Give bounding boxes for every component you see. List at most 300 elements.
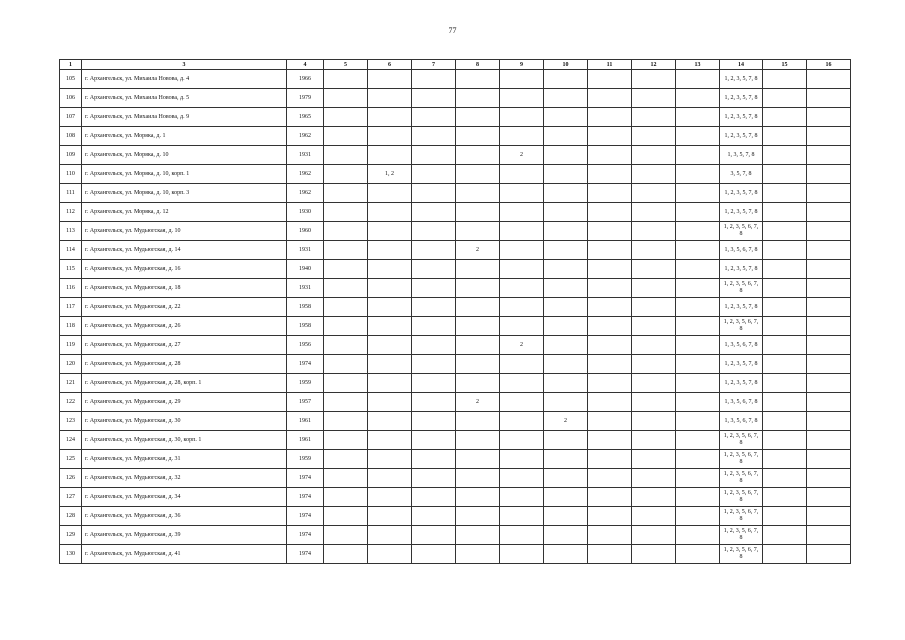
cell-c8 <box>456 431 500 450</box>
cell-year: 1956 <box>287 336 324 355</box>
cell-c7 <box>412 526 456 545</box>
cell-num: 125 <box>60 450 82 469</box>
cell-address: г. Архангельск, ул. Мудьюгская, д. 22 <box>82 298 287 317</box>
cell-c10 <box>544 146 588 165</box>
cell-year: 1959 <box>287 374 324 393</box>
cell-c16 <box>807 488 851 507</box>
cell-c7 <box>412 317 456 336</box>
cell-c8 <box>456 488 500 507</box>
cell-c12 <box>632 317 676 336</box>
cell-c11 <box>588 89 632 108</box>
cell-c6 <box>368 317 412 336</box>
cell-c5 <box>324 184 368 203</box>
cell-num: 116 <box>60 279 82 298</box>
cell-c16 <box>807 260 851 279</box>
cell-c6 <box>368 488 412 507</box>
cell-c9 <box>500 317 544 336</box>
column-header: 5 <box>324 60 368 70</box>
cell-c14: 1, 2, 3, 5, 7, 8 <box>720 203 763 222</box>
table-row <box>60 431 851 450</box>
cell-c7 <box>412 146 456 165</box>
cell-c6 <box>368 450 412 469</box>
cell-num: 129 <box>60 526 82 545</box>
cell-c15 <box>763 488 807 507</box>
cell-c8 <box>456 412 500 431</box>
cell-year: 1962 <box>287 127 324 146</box>
cell-c11 <box>588 507 632 526</box>
cell-c10 <box>544 488 588 507</box>
cell-c10 <box>544 317 588 336</box>
cell-address: г. Архангельск, ул. Мудьюгская, д. 28 <box>82 355 287 374</box>
table-row <box>60 146 851 165</box>
cell-c10 <box>544 507 588 526</box>
cell-c11 <box>588 203 632 222</box>
cell-c9 <box>500 450 544 469</box>
cell-c7 <box>412 412 456 431</box>
cell-c6 <box>368 127 412 146</box>
cell-c13 <box>676 488 720 507</box>
cell-c11 <box>588 241 632 260</box>
cell-c9 <box>500 431 544 450</box>
cell-c11 <box>588 165 632 184</box>
cell-c8 <box>456 336 500 355</box>
cell-year: 1958 <box>287 298 324 317</box>
cell-c7 <box>412 355 456 374</box>
cell-c15 <box>763 393 807 412</box>
cell-c15 <box>763 260 807 279</box>
cell-c16 <box>807 507 851 526</box>
cell-c5 <box>324 336 368 355</box>
cell-address: г. Архангельск, ул. Мудьюгская, д. 30, корп. 1 <box>82 431 287 450</box>
cell-c14: 1, 3, 5, 6, 7, 8 <box>720 241 763 260</box>
column-header: 1 <box>60 60 82 70</box>
cell-c10 <box>544 260 588 279</box>
table-row <box>60 336 851 355</box>
column-header: 9 <box>500 60 544 70</box>
cell-c16 <box>807 279 851 298</box>
cell-c5 <box>324 412 368 431</box>
cell-c13 <box>676 70 720 89</box>
table-row <box>60 89 851 108</box>
cell-c8 <box>456 203 500 222</box>
table-row <box>60 203 851 222</box>
table-row <box>60 393 851 412</box>
cell-c12 <box>632 260 676 279</box>
cell-c16 <box>807 127 851 146</box>
cell-c16 <box>807 450 851 469</box>
cell-year: 1960 <box>287 222 324 241</box>
cell-c9 <box>500 279 544 298</box>
cell-c13 <box>676 241 720 260</box>
cell-c5 <box>324 241 368 260</box>
cell-c5 <box>324 222 368 241</box>
cell-c10 <box>544 526 588 545</box>
cell-address: г. Архангельск, ул. Мудьюгская, д. 31 <box>82 450 287 469</box>
cell-year: 1931 <box>287 146 324 165</box>
cell-c7 <box>412 127 456 146</box>
cell-num: 111 <box>60 184 82 203</box>
cell-c8 <box>456 222 500 241</box>
cell-c15 <box>763 355 807 374</box>
cell-c10 <box>544 469 588 488</box>
column-header: 13 <box>676 60 720 70</box>
cell-c13 <box>676 526 720 545</box>
cell-c15 <box>763 146 807 165</box>
cell-c15 <box>763 241 807 260</box>
cell-c7 <box>412 374 456 393</box>
cell-num: 114 <box>60 241 82 260</box>
cell-year: 1974 <box>287 355 324 374</box>
cell-c7 <box>412 450 456 469</box>
column-header: 12 <box>632 60 676 70</box>
column-header: 16 <box>807 60 851 70</box>
cell-c6 <box>368 507 412 526</box>
cell-c11 <box>588 146 632 165</box>
column-header: 15 <box>763 60 807 70</box>
cell-c14: 1, 2, 3, 5, 6, 7, 8 <box>720 431 763 450</box>
cell-c16 <box>807 165 851 184</box>
cell-year: 1974 <box>287 526 324 545</box>
cell-c6 <box>368 431 412 450</box>
cell-c11 <box>588 127 632 146</box>
column-header: 4 <box>287 60 324 70</box>
cell-c5 <box>324 545 368 564</box>
cell-c12 <box>632 165 676 184</box>
cell-c11 <box>588 279 632 298</box>
table-row <box>60 488 851 507</box>
cell-c12 <box>632 374 676 393</box>
cell-c12 <box>632 108 676 127</box>
cell-c9 <box>500 260 544 279</box>
houses-table <box>59 59 851 564</box>
cell-c16 <box>807 431 851 450</box>
cell-c10 <box>544 374 588 393</box>
cell-address: г. Архангельск, ул. Мудьюгская, д. 18 <box>82 279 287 298</box>
cell-c9 <box>500 222 544 241</box>
cell-num: 119 <box>60 336 82 355</box>
cell-address: г. Архангельск, ул. Мудьюгская, д. 39 <box>82 526 287 545</box>
cell-c13 <box>676 279 720 298</box>
cell-c7 <box>412 469 456 488</box>
cell-address: г. Архангельск, ул. Мудьюгская, д. 41 <box>82 545 287 564</box>
cell-c5 <box>324 70 368 89</box>
cell-c15 <box>763 184 807 203</box>
table-row <box>60 127 851 146</box>
cell-c12 <box>632 336 676 355</box>
cell-address: г. Архангельск, ул. Мудьюгская, д. 36 <box>82 507 287 526</box>
cell-c16 <box>807 298 851 317</box>
cell-c7 <box>412 70 456 89</box>
cell-c5 <box>324 298 368 317</box>
cell-c15 <box>763 526 807 545</box>
cell-c16 <box>807 374 851 393</box>
cell-c12 <box>632 298 676 317</box>
cell-year: 1974 <box>287 488 324 507</box>
cell-c9 <box>500 241 544 260</box>
cell-c5 <box>324 89 368 108</box>
cell-c13 <box>676 431 720 450</box>
cell-c10 <box>544 431 588 450</box>
cell-c14: 1, 3, 5, 7, 8 <box>720 146 763 165</box>
cell-c14: 1, 2, 3, 5, 7, 8 <box>720 184 763 203</box>
cell-num: 118 <box>60 317 82 336</box>
cell-c7 <box>412 89 456 108</box>
cell-c10 <box>544 184 588 203</box>
cell-num: 113 <box>60 222 82 241</box>
table-row <box>60 241 851 260</box>
cell-c7 <box>412 260 456 279</box>
cell-c6 <box>368 412 412 431</box>
cell-c15 <box>763 336 807 355</box>
cell-c14: 1, 2, 3, 5, 7, 8 <box>720 374 763 393</box>
cell-c13 <box>676 260 720 279</box>
cell-c5 <box>324 279 368 298</box>
column-header: 7 <box>412 60 456 70</box>
cell-c7 <box>412 336 456 355</box>
cell-c6 <box>368 374 412 393</box>
cell-c5 <box>324 260 368 279</box>
cell-c14: 1, 2, 3, 5, 6, 7, 8 <box>720 317 763 336</box>
cell-c15 <box>763 450 807 469</box>
cell-c14: 1, 2, 3, 5, 6, 7, 8 <box>720 545 763 564</box>
cell-c12 <box>632 545 676 564</box>
cell-year: 1930 <box>287 203 324 222</box>
cell-c14: 1, 3, 5, 6, 7, 8 <box>720 336 763 355</box>
cell-c14: 1, 2, 3, 5, 6, 7, 8 <box>720 526 763 545</box>
cell-num: 120 <box>60 355 82 374</box>
table-body <box>60 70 851 564</box>
cell-c8 <box>456 469 500 488</box>
cell-c6 <box>368 108 412 127</box>
table-row <box>60 317 851 336</box>
table-row <box>60 412 851 431</box>
cell-c14: 1, 3, 5, 6, 7, 8 <box>720 393 763 412</box>
cell-c10 <box>544 127 588 146</box>
cell-num: 122 <box>60 393 82 412</box>
cell-address: г. Архангельск, ул. Мудьюгская, д. 34 <box>82 488 287 507</box>
page-number: 77 <box>448 26 457 35</box>
cell-year: 1959 <box>287 450 324 469</box>
cell-address: г. Архангельск, ул. Михаила Новова, д. 5 <box>82 89 287 108</box>
cell-c16 <box>807 355 851 374</box>
cell-c11 <box>588 488 632 507</box>
cell-address: г. Архангельск, ул. Мудьюгская, д. 32 <box>82 469 287 488</box>
cell-c6 <box>368 469 412 488</box>
cell-c7 <box>412 431 456 450</box>
cell-c13 <box>676 393 720 412</box>
cell-c12 <box>632 526 676 545</box>
cell-c7 <box>412 165 456 184</box>
cell-c9 <box>500 355 544 374</box>
cell-num: 115 <box>60 260 82 279</box>
cell-c16 <box>807 70 851 89</box>
cell-c15 <box>763 507 807 526</box>
cell-c8 <box>456 374 500 393</box>
cell-c15 <box>763 317 807 336</box>
cell-c11 <box>588 260 632 279</box>
cell-c5 <box>324 526 368 545</box>
cell-c6 <box>368 545 412 564</box>
cell-c8 <box>456 184 500 203</box>
cell-num: 128 <box>60 507 82 526</box>
cell-c6 <box>368 526 412 545</box>
column-header: 10 <box>544 60 588 70</box>
cell-c16 <box>807 393 851 412</box>
table-row <box>60 507 851 526</box>
cell-c15 <box>763 298 807 317</box>
cell-c14: 1, 2, 3, 5, 7, 8 <box>720 108 763 127</box>
cell-year: 1962 <box>287 165 324 184</box>
cell-address: г. Архангельск, ул. Мудьюгская, д. 10 <box>82 222 287 241</box>
cell-c14: 1, 2, 3, 5, 6, 7, 8 <box>720 469 763 488</box>
cell-c7 <box>412 222 456 241</box>
cell-c11 <box>588 374 632 393</box>
cell-address: г. Архангельск, ул. Михаила Новова, д. 9 <box>82 108 287 127</box>
cell-c8 <box>456 298 500 317</box>
cell-address: г. Архангельск, ул. Моряка, д. 10, корп. 1 <box>82 165 287 184</box>
cell-c7 <box>412 241 456 260</box>
cell-c9 <box>500 298 544 317</box>
cell-c7 <box>412 298 456 317</box>
cell-c10 <box>544 108 588 127</box>
cell-c13 <box>676 146 720 165</box>
cell-year: 1974 <box>287 507 324 526</box>
cell-c6 <box>368 70 412 89</box>
cell-year: 1965 <box>287 108 324 127</box>
cell-c16 <box>807 469 851 488</box>
cell-c11 <box>588 298 632 317</box>
cell-c16 <box>807 526 851 545</box>
cell-num: 108 <box>60 127 82 146</box>
cell-year: 1940 <box>287 260 324 279</box>
cell-c12 <box>632 241 676 260</box>
cell-c13 <box>676 317 720 336</box>
cell-c14: 3, 5, 7, 8 <box>720 165 763 184</box>
table-row <box>60 222 851 241</box>
cell-c16 <box>807 317 851 336</box>
cell-c11 <box>588 70 632 89</box>
cell-c10 <box>544 298 588 317</box>
cell-c15 <box>763 203 807 222</box>
cell-c13 <box>676 545 720 564</box>
cell-c13 <box>676 469 720 488</box>
cell-c9 <box>500 545 544 564</box>
cell-c13 <box>676 127 720 146</box>
cell-c15 <box>763 222 807 241</box>
cell-num: 105 <box>60 70 82 89</box>
cell-c6 <box>368 203 412 222</box>
cell-c12 <box>632 279 676 298</box>
cell-c16 <box>807 545 851 564</box>
cell-num: 130 <box>60 545 82 564</box>
cell-address: г. Архангельск, ул. Мудьюгская, д. 27 <box>82 336 287 355</box>
cell-c14: 1, 3, 5, 6, 7, 8 <box>720 412 763 431</box>
cell-c6 <box>368 222 412 241</box>
cell-c7 <box>412 108 456 127</box>
cell-c12 <box>632 203 676 222</box>
cell-c12 <box>632 222 676 241</box>
cell-num: 117 <box>60 298 82 317</box>
table-row <box>60 526 851 545</box>
cell-c10 <box>544 393 588 412</box>
cell-c11 <box>588 184 632 203</box>
cell-address: г. Архангельск, ул. Мудьюгская, д. 30 <box>82 412 287 431</box>
cell-c5 <box>324 127 368 146</box>
cell-c6 <box>368 298 412 317</box>
cell-c14: 1, 2, 3, 5, 6, 7, 8 <box>720 488 763 507</box>
cell-c8 <box>456 526 500 545</box>
cell-num: 110 <box>60 165 82 184</box>
cell-c11 <box>588 431 632 450</box>
cell-c9 <box>500 165 544 184</box>
cell-c12 <box>632 70 676 89</box>
cell-c5 <box>324 355 368 374</box>
cell-year: 1961 <box>287 431 324 450</box>
cell-address: г. Архангельск, ул. Моряка, д. 1 <box>82 127 287 146</box>
cell-c11 <box>588 412 632 431</box>
cell-c14: 1, 2, 3, 5, 6, 7, 8 <box>720 279 763 298</box>
cell-c14: 1, 2, 3, 5, 7, 8 <box>720 298 763 317</box>
cell-c13 <box>676 89 720 108</box>
cell-c16 <box>807 241 851 260</box>
cell-c8 <box>456 89 500 108</box>
column-header: 14 <box>720 60 763 70</box>
column-header: 3 <box>82 60 287 70</box>
column-header: 8 <box>456 60 500 70</box>
cell-c12 <box>632 393 676 412</box>
cell-address: г. Архангельск, ул. Моряка, д. 10 <box>82 146 287 165</box>
cell-c16 <box>807 146 851 165</box>
table-row <box>60 108 851 127</box>
cell-c16 <box>807 89 851 108</box>
cell-c8 <box>456 450 500 469</box>
cell-c12 <box>632 469 676 488</box>
cell-c5 <box>324 317 368 336</box>
cell-c8 <box>456 165 500 184</box>
cell-c10 <box>544 203 588 222</box>
cell-c8 <box>456 507 500 526</box>
cell-c11 <box>588 526 632 545</box>
cell-c8: 2 <box>456 241 500 260</box>
cell-c15 <box>763 279 807 298</box>
cell-c16 <box>807 336 851 355</box>
cell-c9 <box>500 127 544 146</box>
cell-c13 <box>676 336 720 355</box>
cell-c10 <box>544 222 588 241</box>
cell-c5 <box>324 108 368 127</box>
cell-c10: 2 <box>544 412 588 431</box>
cell-c13 <box>676 298 720 317</box>
cell-c5 <box>324 450 368 469</box>
cell-c5 <box>324 203 368 222</box>
cell-c10 <box>544 450 588 469</box>
cell-c14: 1, 2, 3, 5, 7, 8 <box>720 70 763 89</box>
cell-year: 1958 <box>287 317 324 336</box>
cell-c5 <box>324 393 368 412</box>
cell-c9 <box>500 412 544 431</box>
table-row <box>60 298 851 317</box>
cell-c13 <box>676 412 720 431</box>
cell-c9 <box>500 488 544 507</box>
cell-c15 <box>763 545 807 564</box>
cell-num: 126 <box>60 469 82 488</box>
cell-c12 <box>632 412 676 431</box>
cell-c11 <box>588 545 632 564</box>
cell-c11 <box>588 469 632 488</box>
cell-address: г. Архангельск, ул. Михаила Новова, д. 4 <box>82 70 287 89</box>
cell-c12 <box>632 431 676 450</box>
table-row <box>60 355 851 374</box>
